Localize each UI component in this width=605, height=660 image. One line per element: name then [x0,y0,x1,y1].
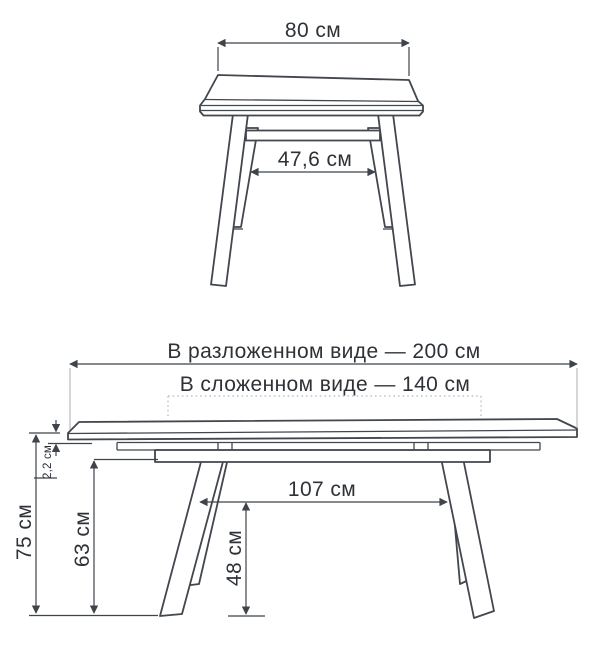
dim-folded-length-140 [168,373,481,419]
folded-length-label: В сложенном виде — 140 см [179,373,471,396]
apron-clearance-label: 63 см [71,510,94,568]
under-rail-height-label: 48 см [223,529,246,587]
dim-under-rail-height-48 [223,503,265,616]
side-view-tabletop [68,419,577,440]
dim-leg-span-107 [200,478,447,502]
front-view-apron [246,131,380,141]
side-view-front-leg-left [160,458,224,616]
tabletop-width-label: 80 см [284,19,342,42]
side-view-front-leg-right [441,458,494,618]
side-leg-span-label: 107 см [287,478,357,501]
tabletop-thickness-label: 2,2 см [42,444,54,480]
side-view-drawing [68,419,577,618]
front-view-drawing [200,75,423,286]
front-leg-span-label: 47,6 см [277,148,353,171]
side-view-slide-rail [117,443,540,451]
dim-tabletop-width-80 [218,19,409,76]
extended-length-label: В разложенном виде — 200 см [167,340,481,363]
front-view-tabletop [200,75,423,116]
side-view-apron [155,450,490,462]
dim-leg-span-47-6 [251,148,375,172]
height-label: 75 см [13,503,36,561]
dim-apron-clearance-63 [71,460,158,614]
